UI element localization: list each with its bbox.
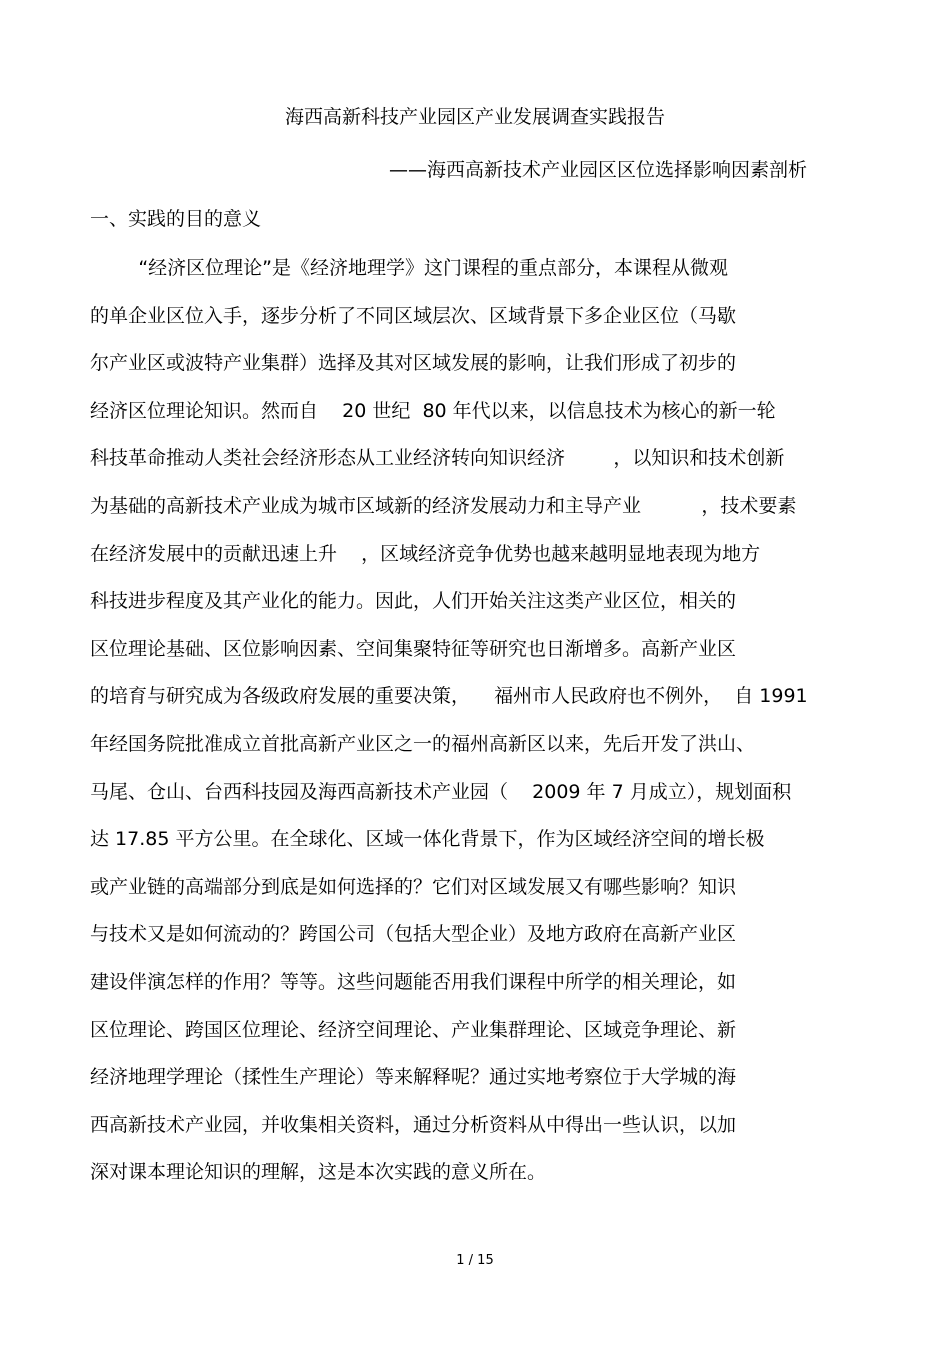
paragraph-line: 达 17.85 平方公里。在全球化、区域一体化背景下，作为区域经济空间的增长极 bbox=[90, 828, 765, 851]
paragraph-line: 西高新技术产业园，并收集相关资料，通过分析资料从中得出一些认识，以加 bbox=[90, 1113, 737, 1136]
paragraph-line: 的单企业区位入手，逐步分析了不同区域层次、区域背景下多企业区位（马歇 bbox=[90, 304, 737, 327]
paragraph-line: 建设伴演怎样的作用？等等。这些问题能否用我们课程中所学的相关理论，如 bbox=[90, 970, 737, 993]
paragraph-line: 在经济发展中的贡献迅速上升 ，区域经济竞争优势也越来越明显地表现为地方 bbox=[90, 542, 761, 565]
paragraph bbox=[90, 253, 870, 1205]
paragraph-line: 科技进步程度及其产业化的能力。因此，人们开始关注这类产业区位，相关的 bbox=[90, 590, 737, 613]
paragraph-line: 尔产业区或波特产业集群）选择及其对区域发展的影响，让我们形成了初步的 bbox=[90, 352, 737, 375]
paragraph-line: 深对课本理论知识的理解，这是本次实践的意义所在。 bbox=[90, 1161, 547, 1184]
paragraph-line: 年经国务院批准成立首批高新产业区之一的福州高新区以来，先后开发了洪山、 bbox=[90, 732, 756, 755]
paragraph-line: 区位理论、跨国区位理论、经济空间理论、产业集群理论、区域竞争理论、新 bbox=[90, 1018, 737, 1041]
paragraph-line: “经济区位理论”是《经济地理学》这门课程的重点部分，本课程从微观 bbox=[90, 257, 729, 279]
paragraph-line: 为基础的高新技术产业成为城市区域新的经济发展动力和主导产业 ，技术要素 bbox=[90, 494, 797, 517]
paragraph-line: 的培育与研究成为各级政府发展的重要决策， 福州市人民政府也不例外， 自 1991 bbox=[90, 685, 808, 708]
paragraph-line: 与技术又是如何流动的？跨国公司（包括大型企业）及地方政府在高新产业区 bbox=[90, 923, 737, 946]
document-title: 海西高新科技产业园区产业发展调查实践报告 bbox=[284, 106, 665, 128]
paragraph-line: 马尾、仓山、台西科技园及海西高新技术产业园（ 2009 年 7 月成立），规划面积 bbox=[90, 780, 792, 803]
paragraph-line: 科技革命推动人类社会经济形态从工业经济转向知识经济 ，以知识和技术创新 bbox=[90, 447, 785, 470]
paragraph-line: 经济区位理论知识。然而自 20 世纪 80 年代以来，以信息技术为核心的新一轮 bbox=[90, 399, 776, 422]
paragraph-line: 经济地理学理论（揉性生产理论）等来解释呢？通过实地考察位于大学城的海 bbox=[90, 1066, 737, 1089]
paragraph-line: 或产业链的高端部分到底是如何选择的？它们对区域发展又有哪些影响？知识 bbox=[90, 875, 737, 898]
paragraph-line: 区位理论基础、区位影响因素、空间集聚特征等研究也日渐增多。高新产业区 bbox=[90, 637, 737, 660]
section-heading: 一、实践的目的意义 bbox=[90, 208, 262, 230]
document-subtitle: ——海西高新技术产业园区区位选择影响因素剖析 bbox=[388, 159, 807, 181]
page-number: 1 / 15 bbox=[456, 1253, 494, 1268]
